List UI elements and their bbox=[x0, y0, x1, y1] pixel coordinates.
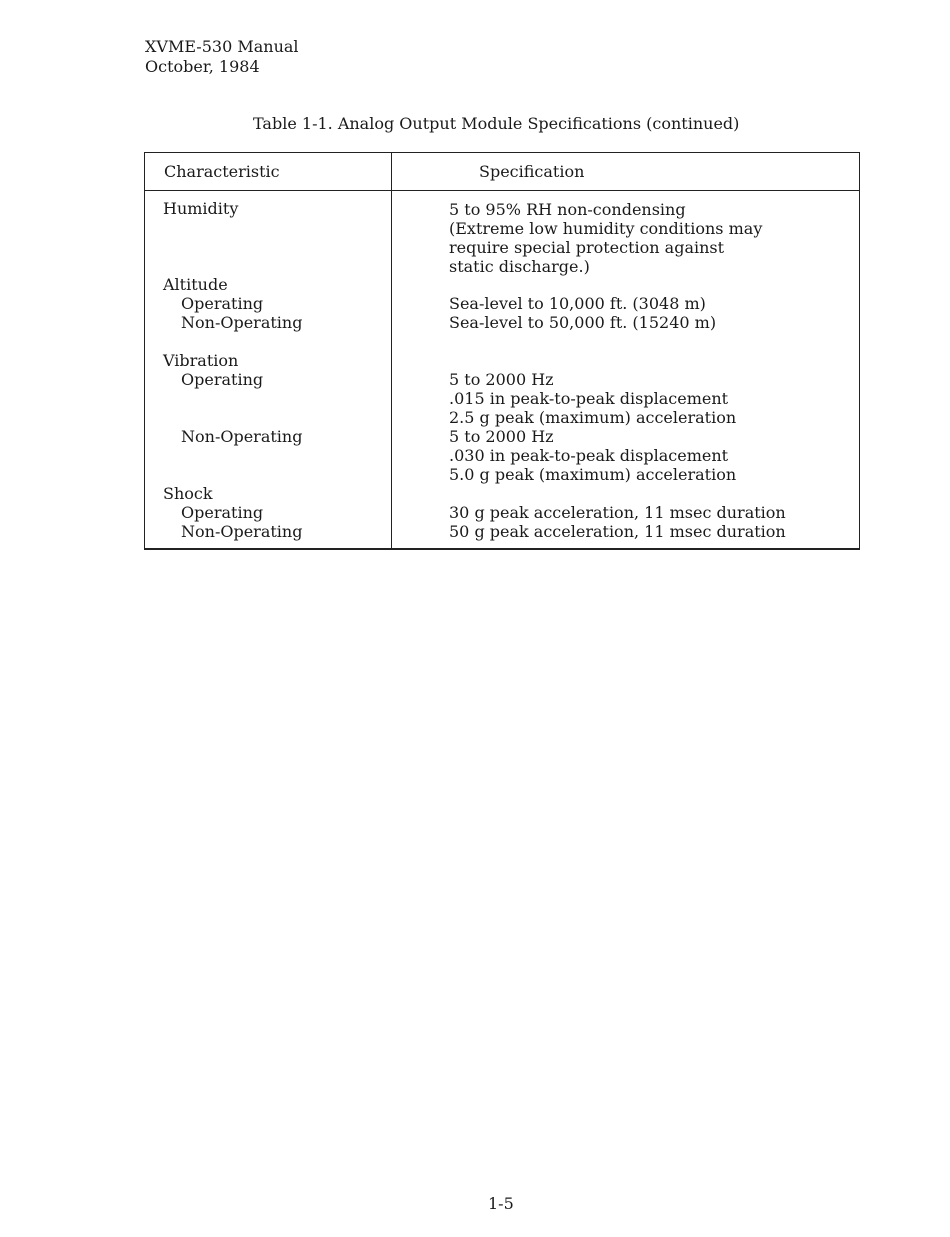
characteristic-altitude-operating: Operating bbox=[181, 294, 264, 313]
spec-vibration-nonoperating-line2: .030 in peak-to-peak displacement bbox=[449, 446, 729, 465]
characteristic-vibration-operating: Operating bbox=[181, 370, 264, 389]
page-number: 1-5 bbox=[488, 1194, 514, 1213]
manual-title: XVME-530 Manual bbox=[145, 37, 299, 56]
characteristic-shock: Shock bbox=[163, 484, 213, 503]
characteristic-vibration: Vibration bbox=[163, 351, 239, 370]
spec-altitude-operating: Sea-level to 10,000 ft. (3048 m) bbox=[449, 294, 706, 313]
header-divider bbox=[145, 190, 859, 191]
characteristic-shock-operating: Operating bbox=[181, 503, 264, 522]
spec-altitude-nonoperating: Sea-level to 50,000 ft. (15240 m) bbox=[449, 313, 717, 332]
spec-shock-nonoperating: 50 g peak acceleration, 11 msec duration bbox=[449, 522, 786, 541]
spec-vibration-operating-line1: 5 to 2000 Hz bbox=[449, 370, 554, 389]
document-header bbox=[145, 37, 299, 77]
spec-vibration-nonoperating-line1: 5 to 2000 Hz bbox=[449, 427, 554, 446]
characteristic-altitude: Altitude bbox=[163, 275, 228, 294]
column-header-specification: Specification bbox=[479, 162, 585, 181]
spec-humidity-line2: (Extreme low humidity conditions may bbox=[449, 219, 763, 238]
table-caption: Table 1-1. Analog Output Module Specifications (continued) bbox=[253, 114, 740, 133]
spec-shock-operating: 30 g peak acceleration, 11 msec duration bbox=[449, 503, 786, 522]
characteristic-shock-nonoperating: Non-Operating bbox=[181, 522, 303, 541]
spec-vibration-operating-line3: 2.5 g peak (maximum) acceleration bbox=[449, 408, 737, 427]
spec-vibration-nonoperating-line3: 5.0 g peak (maximum) acceleration bbox=[449, 465, 737, 484]
spec-humidity-line1: 5 to 95% RH non-condensing bbox=[449, 200, 686, 219]
spec-vibration-operating-line2: .015 in peak-to-peak displacement bbox=[449, 389, 729, 408]
column-divider bbox=[391, 153, 392, 548]
spec-humidity-line3: require special protection against bbox=[449, 238, 725, 257]
specifications-table bbox=[144, 152, 860, 550]
characteristic-altitude-nonoperating: Non-Operating bbox=[181, 313, 303, 332]
characteristic-humidity: Humidity bbox=[163, 199, 239, 218]
characteristic-vibration-nonoperating: Non-Operating bbox=[181, 427, 303, 446]
column-header-characteristic: Characteristic bbox=[164, 162, 280, 181]
spec-humidity-line4: static discharge.) bbox=[449, 257, 590, 276]
manual-date: October, 1984 bbox=[145, 57, 260, 76]
